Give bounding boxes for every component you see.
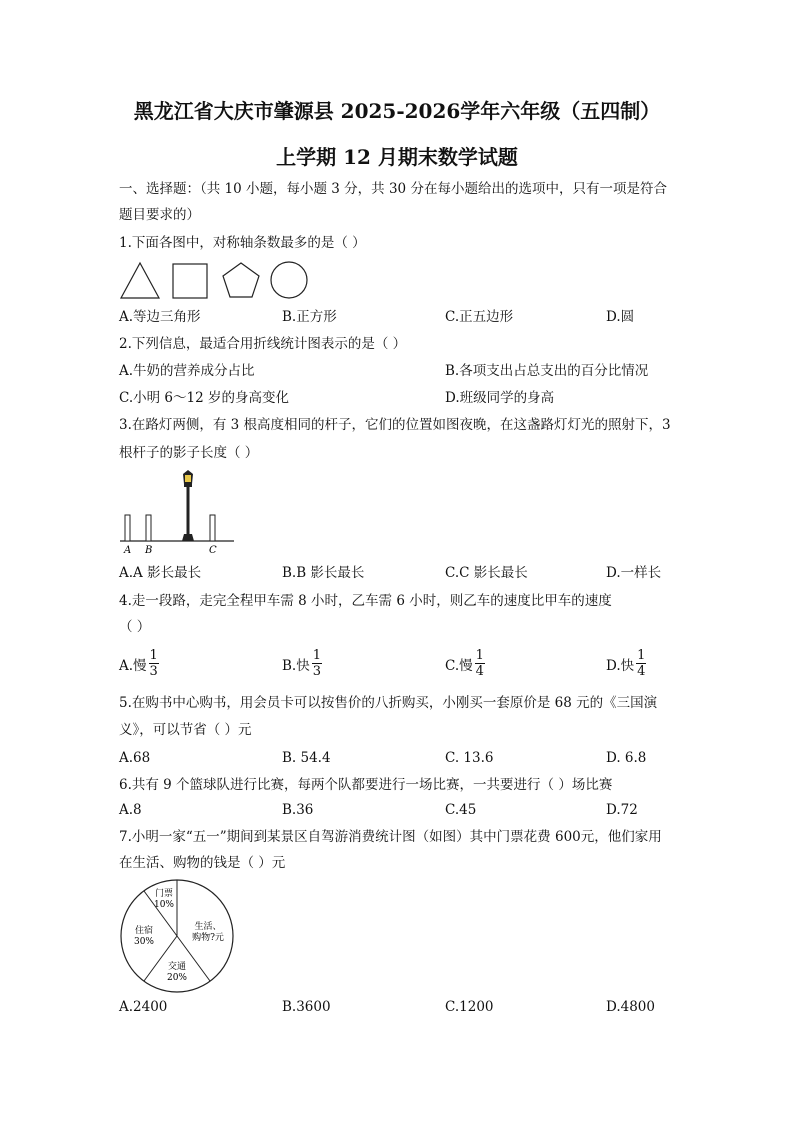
pie-label-ticket: 门票 [154, 889, 174, 899]
fraction: $\frac{1}{4}$ [475, 648, 484, 679]
fraction: $\frac{1}{3}$ [149, 648, 158, 679]
q5-option-a[interactable]: A.68 [119, 750, 151, 766]
pie-label-living: 生活、 [194, 922, 222, 932]
pole-c [210, 515, 215, 541]
q2-option-a[interactable]: A.牛奶的营养成分占比 [119, 363, 255, 379]
question-5-stem-cont: 义》，可以节省（ ）元 [119, 722, 252, 738]
q4-option-b[interactable] [282, 648, 322, 679]
label-c: C [209, 545, 217, 556]
q5-option-d[interactable]: D. 6.8 [606, 750, 647, 766]
q4-option-a[interactable] [119, 648, 159, 679]
pie-pct-lodging: 30% [133, 937, 155, 947]
square-shape [173, 264, 207, 298]
q4-option-a-label: A.慢 [119, 657, 147, 674]
question-4-stem: 4.走一段路，走完全程甲车需 8 小时，乙车需 6 小时，则乙车的速度比甲车的速度 [119, 593, 612, 609]
exam-title-line1: 黑龙江省大庆市肇源县 2025-2026学年六年级（五四制） [133, 99, 661, 123]
q3-option-c[interactable]: C.C 影长最长 [445, 565, 528, 581]
pie-chart [118, 878, 242, 996]
street-lamp-figure [118, 468, 240, 556]
q1-option-b[interactable]: B.正方形 [282, 309, 337, 325]
section-intro-cont: 题目要求的） [119, 207, 200, 223]
q7-option-b[interactable]: B.3600 [282, 999, 331, 1015]
question-2-stem: 2.下列信息，最适合用折线统计图表示的是（ ） [119, 336, 407, 352]
question-3-stem-cont: 根杆子的影子长度（ ） [119, 445, 259, 461]
q4-option-d-label: D.快 [606, 657, 635, 674]
question-4-stem-cont: （ ） [119, 619, 151, 635]
label-a: A [124, 545, 132, 556]
question-7-stem: 7.小明一家“五一”期间到某景区自驾游消费统计图（如图）其中门票花费 600元，他们家用 [119, 829, 662, 845]
q6-option-c[interactable]: C.45 [445, 802, 477, 818]
pole-b [146, 515, 151, 541]
label-b: B [145, 545, 153, 556]
q1-option-a[interactable]: A.等边三角形 [119, 309, 201, 325]
circle-shape [271, 262, 307, 298]
q4-option-c-label: C.慢 [445, 657, 473, 674]
pie-pct-ticket: 10% [153, 900, 175, 910]
q4-option-b-label: B.快 [282, 657, 310, 674]
q5-option-c[interactable]: C. 13.6 [445, 750, 494, 766]
question-3-stem: 3.在路灯两侧，有 3 根高度相同的杆子，它们的位置如图夜晚，在这盏路灯灯光的照射下，3 [119, 417, 671, 433]
fraction: $\frac{1}{3}$ [312, 648, 321, 679]
pie-label-living-value: 购物?元 [192, 933, 224, 943]
q7-option-c[interactable]: C.1200 [445, 999, 494, 1015]
street-lamp [182, 470, 194, 541]
q2-option-c[interactable]: C.小明 6～12 岁的身高变化 [119, 390, 289, 406]
q6-option-b[interactable]: B.36 [282, 802, 314, 818]
q3-option-b[interactable]: B.B 影长最长 [282, 565, 365, 581]
pole-a [125, 515, 130, 541]
q5-option-b[interactable]: B. 54.4 [282, 750, 331, 766]
q3-option-a[interactable]: A.A 影长最长 [119, 565, 202, 581]
q4-option-d[interactable] [606, 648, 646, 679]
q1-option-d[interactable]: D.圆 [606, 309, 635, 325]
shapes-figure [118, 260, 318, 302]
fraction: $\frac{1}{4}$ [637, 648, 646, 679]
q2-option-b[interactable]: B.各项支出占总支出的百分比情况 [445, 363, 649, 379]
question-1-stem: 1.下面各图中，对称轴条数最多的是（ ） [119, 235, 366, 251]
q4-option-c[interactable] [445, 648, 485, 679]
question-5-stem: 5.在购书中心购书，用会员卡可以按售价的八折购买，小刚买一套原价是 68 元的《三国演 [119, 695, 658, 711]
q1-option-c[interactable]: C.正五边形 [445, 309, 514, 325]
q7-option-a[interactable]: A.2400 [119, 999, 168, 1015]
q6-option-d[interactable]: D.72 [606, 802, 638, 818]
triangle-shape [121, 263, 159, 298]
pie-pct-traffic: 20% [166, 973, 188, 983]
q6-option-a[interactable]: A.8 [119, 802, 142, 818]
exam-title-line2: 上学期 12 月期末数学试题 [276, 145, 518, 169]
question-6-stem: 6.共有 9 个篮球队进行比赛，每两个队都要进行一场比赛，一共要进行（ ）场比赛 [119, 777, 613, 793]
question-7-stem-cont: 在生活、购物的钱是（ ）元 [119, 855, 286, 871]
pie-label-lodging: 住宿 [134, 926, 154, 936]
q2-option-d[interactable]: D.班级同学的身高 [445, 390, 555, 406]
q3-option-d[interactable]: D.一样长 [606, 565, 662, 581]
pie-label-traffic: 交通 [167, 962, 187, 972]
q7-option-d[interactable]: D.4800 [606, 999, 655, 1015]
section-intro: 一、选择题：（共 10 小题，每小题 3 分，共 30 分在每小题给出的选项中，只有一项是符合 [119, 181, 667, 197]
pentagon-shape [223, 263, 259, 297]
